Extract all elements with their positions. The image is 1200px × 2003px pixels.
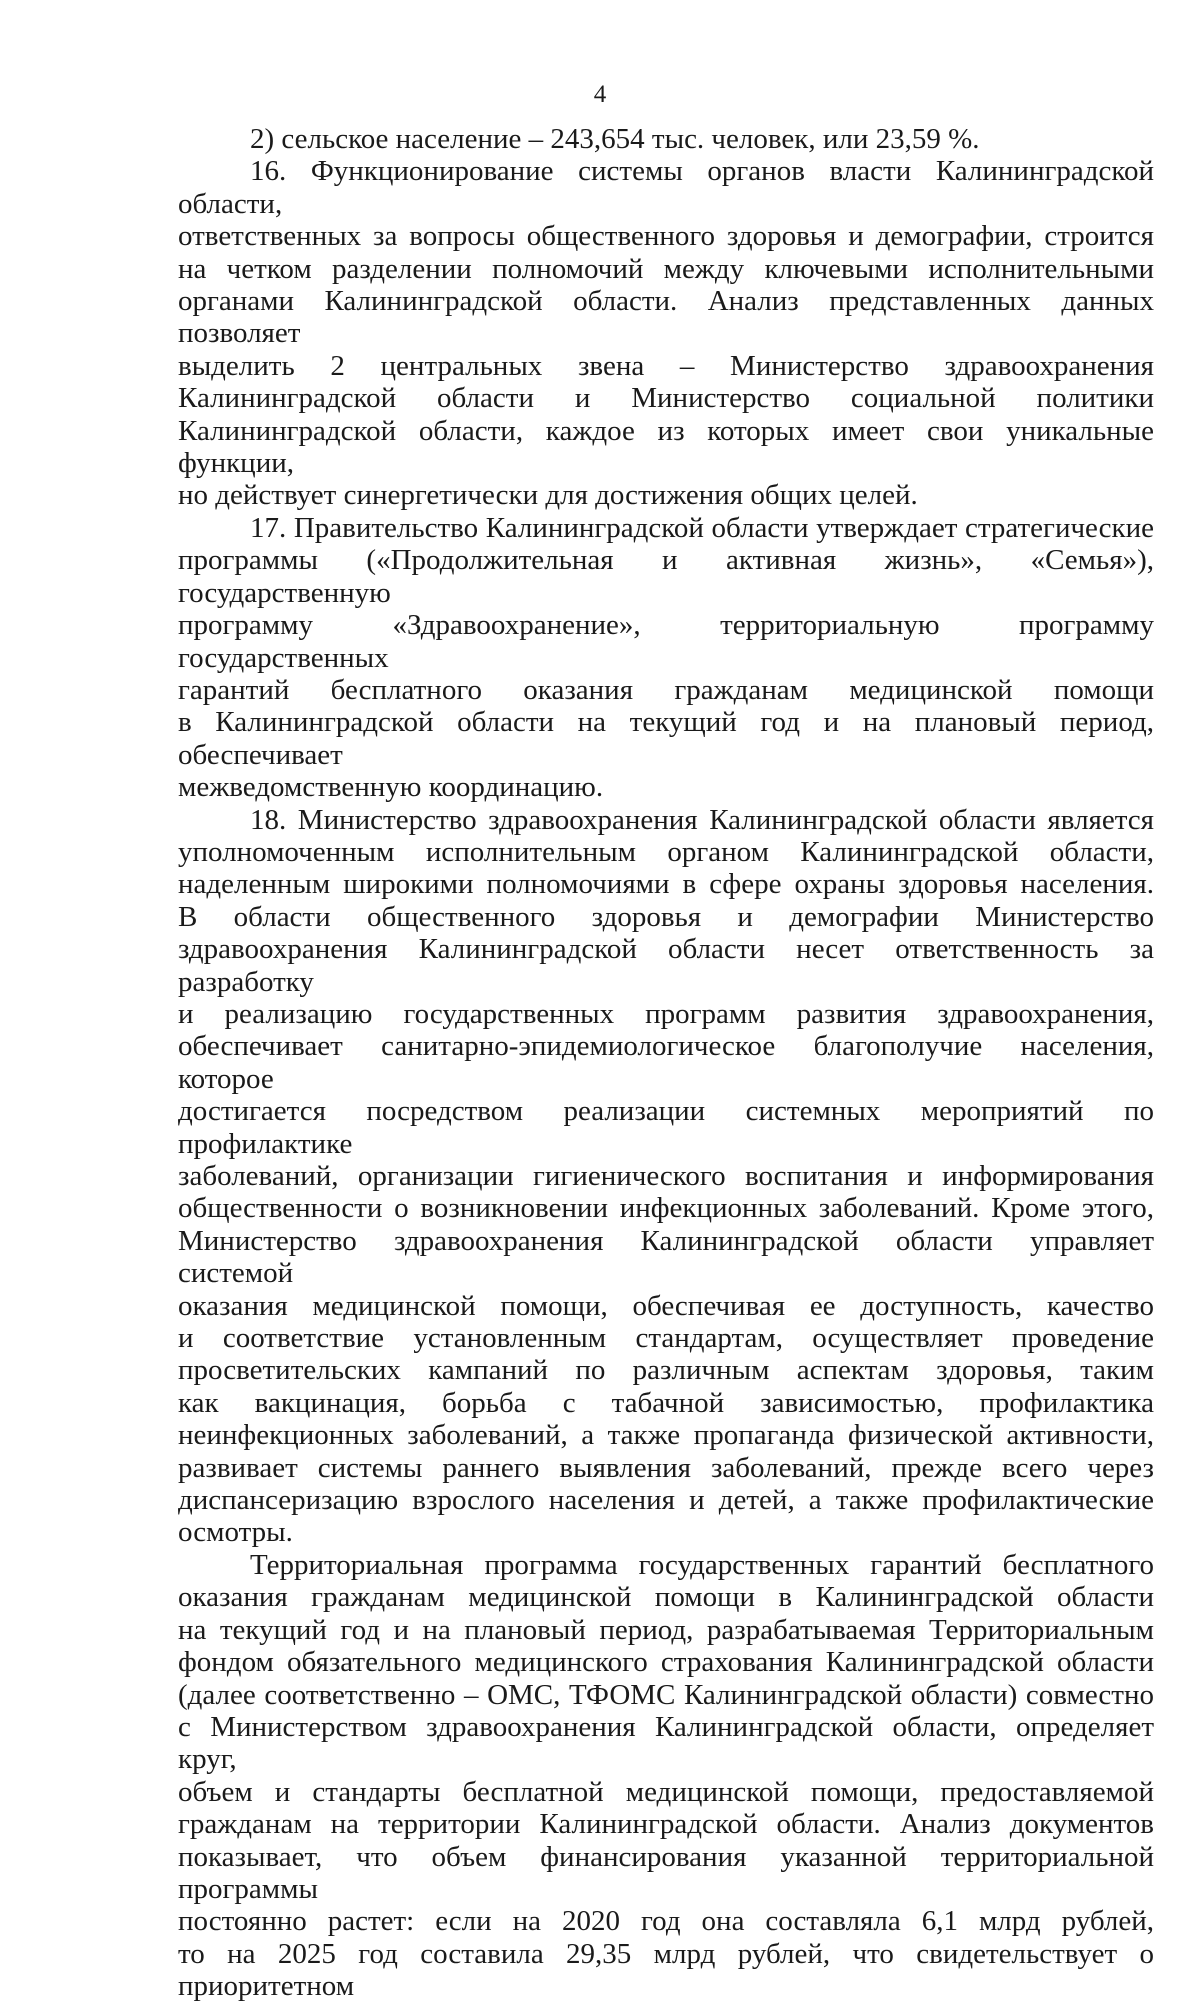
text-line: с Министерством здравоохранения Калининградской области, определяет круг, <box>178 1710 1154 1776</box>
text-line: 17. Правительство Калининградской области утверждает стратегические <box>250 511 1154 544</box>
text-line: (далее соответственно – ОМС, ТФОМС Калининградской области) совместно <box>178 1678 1154 1711</box>
text-line: В области общественного здоровья и демографии Министерство <box>178 900 1154 933</box>
text-line: постоянно растет: если на 2020 год она составляла 6,1 млрд рублей, <box>178 1905 1154 1938</box>
text-line: обеспечивает санитарно-эпидемиологическое благополучие населения, которое <box>178 1030 1154 1095</box>
text-line: неинфекционных заболеваний, а также пропаганда физической активности, <box>178 1419 1154 1452</box>
text-line: но действует синергетически для достижения общих целей. <box>178 479 918 512</box>
document-body <box>178 123 1154 2003</box>
text-line: 2) сельское население – 243,654 тыс. человек, или 23,59 %. <box>250 123 980 155</box>
text-line: фондом обязательного медицинского страхования Калининградской области <box>178 1646 1154 1679</box>
text-line: Калининградской области, каждое из которых имеет свои уникальные функции, <box>178 414 1154 480</box>
text-line: ответственных за вопросы общественного здоровья и демографии, строится <box>178 220 1154 253</box>
text-line: программу «Здравоохранение», территориальную программу государственных <box>178 609 1154 674</box>
text-line: и соответствие установленным стандартам, осуществляет проведение <box>178 1322 1154 1355</box>
text-line: Калининградской области и Министерство социальной политики <box>178 382 1154 415</box>
text-line: диспансеризацию взрослого населения и детей, а также профилактические <box>178 1484 1154 1517</box>
text-line: и реализацию государственных программ развития здравоохранения, <box>178 997 1154 1030</box>
text-line: объем и стандарты бесплатной медицинской помощи, предоставляемой <box>178 1775 1154 1808</box>
text-line: то на 2025 год составила 29,35 млрд рублей, что свидетельствует о приоритетном <box>178 1937 1154 2003</box>
text-line: уполномоченным исполнительным органом Калининградской области, <box>178 835 1154 868</box>
text-line: межведомственную координацию. <box>178 771 604 804</box>
text-line: гражданам на территории Калининградской области. Анализ документов <box>178 1808 1154 1841</box>
page-number: 4 <box>593 81 607 108</box>
text-line: как вакцинация, борьба с табачной зависимостью, профилактика <box>178 1386 1154 1419</box>
text-line: гарантий бесплатного оказания гражданам медицинской помощи <box>178 673 1154 706</box>
text-line: осмотры. <box>178 1516 293 1549</box>
text-line: оказания гражданам медицинской помощи в Калининградской области <box>178 1581 1154 1614</box>
text-line: Территориальная программа государственных гарантий бесплатного <box>250 1548 1154 1581</box>
text-line: наделенным широкими полномочиями в сфере охраны здоровья населения. <box>178 868 1154 901</box>
text-line: развивает системы раннего выявления заболеваний, прежде всего через <box>178 1451 1154 1484</box>
text-line: 18. Министерство здравоохранения Калининградской области является <box>250 803 1154 836</box>
text-line: на текущий год и на плановый период, разрабатываемая Территориальным <box>178 1613 1154 1646</box>
text-line: органами Калининградской области. Анализ представленных данных позволяет <box>178 285 1154 350</box>
text-line: заболеваний, организации гигиенического воспитания и информирования <box>178 1160 1154 1192</box>
text-line: здравоохранения Калининградской области несет ответственность за разработку <box>178 933 1154 998</box>
text-line: общественности о возникновении инфекционных заболеваний. Кроме этого, <box>178 1192 1154 1225</box>
text-line: показывает, что объем финансирования указанной территориальной программы <box>178 1840 1154 1905</box>
text-line: Министерство здравоохранения Калининградской области управляет системой <box>178 1224 1154 1290</box>
text-line: достигается посредством реализации системных мероприятий по профилактике <box>178 1095 1154 1160</box>
text-line: 16. Функционирование системы органов власти Калининградской области, <box>178 155 1154 220</box>
text-line: программы («Продолжительная и активная жизнь», «Семья»), государственную <box>178 544 1154 609</box>
text-line: на четком разделении полномочий между ключевыми исполнительными <box>178 252 1154 285</box>
text-line: в Калининградской области на текущий год и на плановый период, обеспечивает <box>178 706 1154 771</box>
text-line: оказания медицинской помощи, обеспечивая ее доступность, качество <box>178 1289 1154 1322</box>
text-line: просветительских кампаний по различным аспектам здоровья, таким <box>178 1354 1154 1387</box>
text-line: выделить 2 центральных звена – Министерство здравоохранения <box>178 349 1154 382</box>
